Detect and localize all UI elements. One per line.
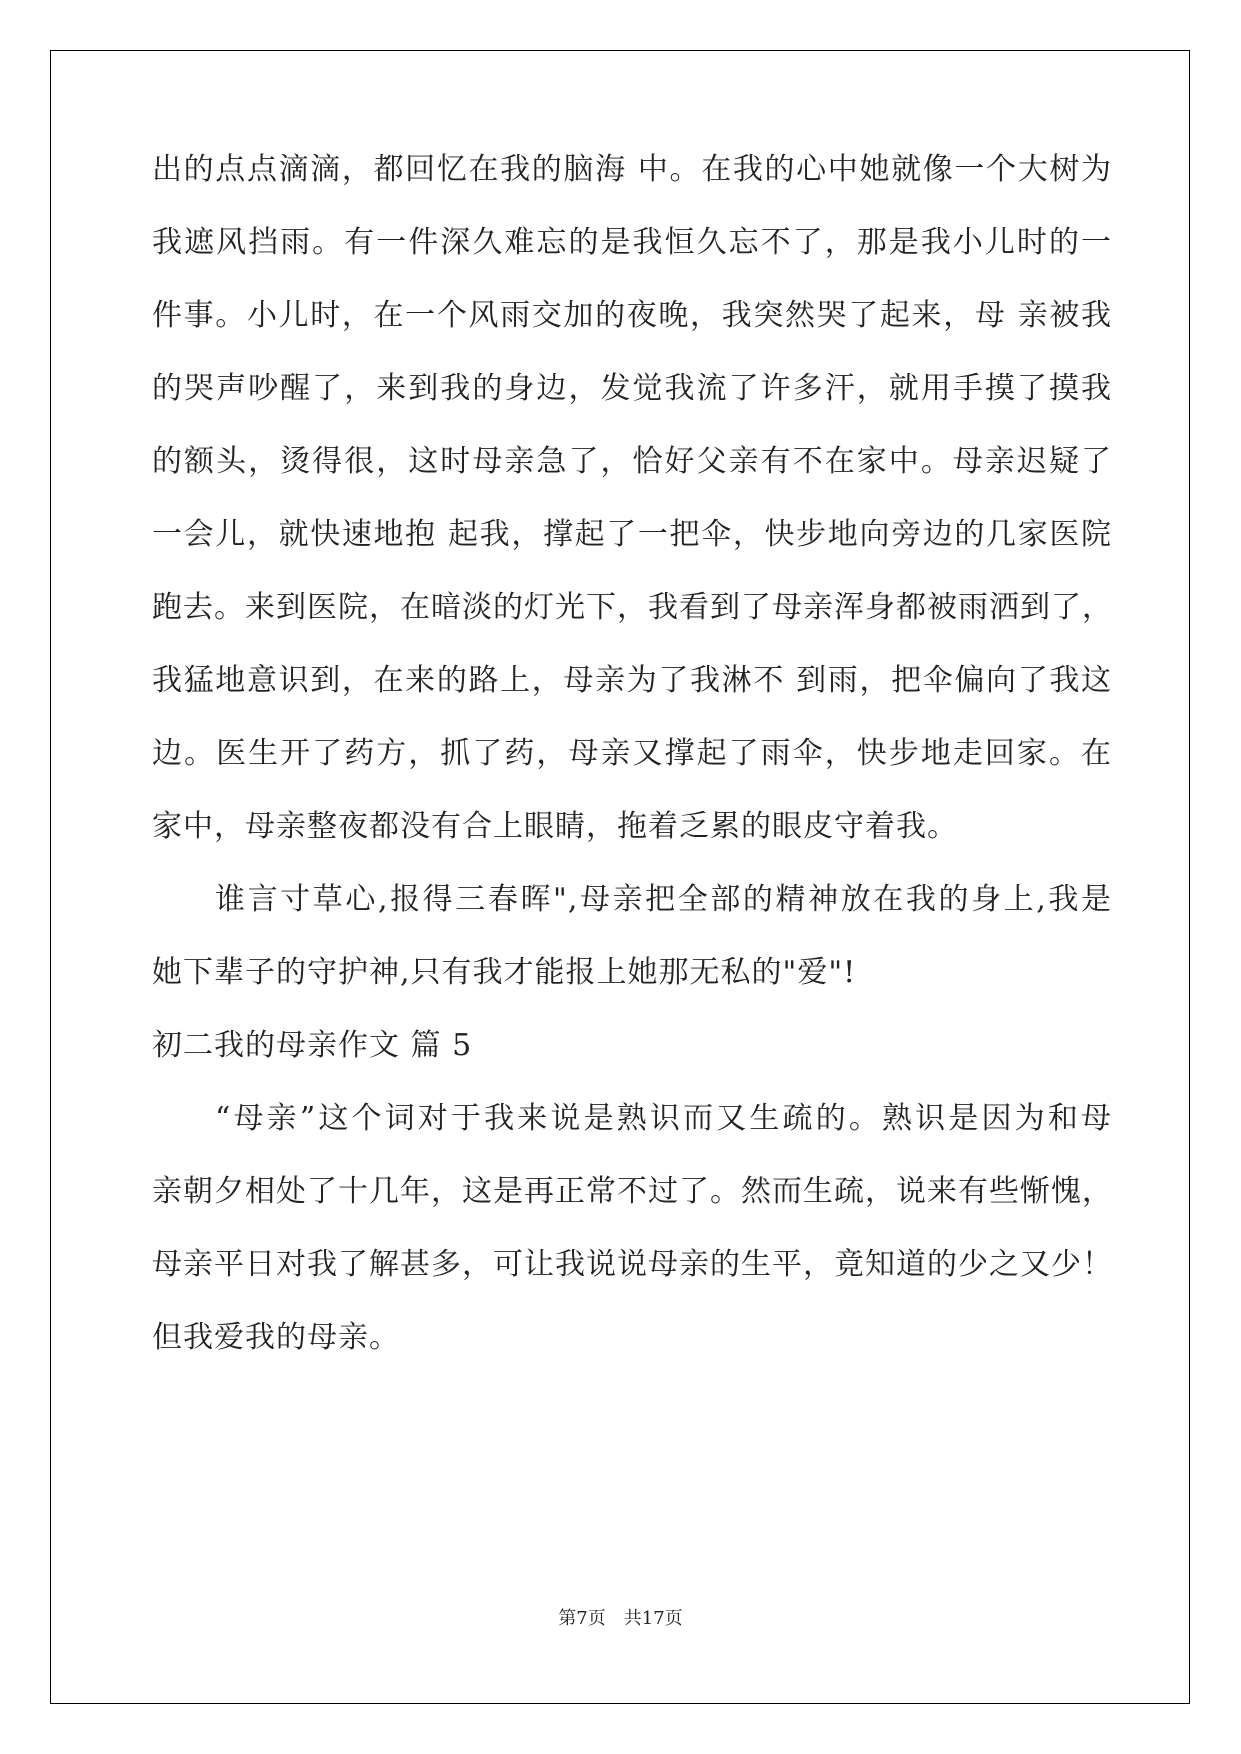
paragraph-line: 的哭声吵醒了，来到我的身边，发觉我流了许多汗，就用手摸了摸我 bbox=[152, 371, 1112, 406]
paragraph-line: 件事。小儿时，在一个风雨交加的夜晚，我突然哭了起来，母 亲被我 bbox=[152, 298, 1112, 333]
paragraph-line: “母亲”这个词对于我来说是熟识而又生疏的。熟识是因为和母 bbox=[215, 1101, 1112, 1136]
paragraph-line: 我遮风挡雨。有一件深久难忘的是我恒久忘不了，那是我小儿时的一 bbox=[152, 225, 1112, 260]
paragraph-line: 出的点点滴滴，都回忆在我的脑海 中。在我的心中她就像一个大树为 bbox=[152, 152, 1112, 187]
paragraph-line: 母亲平日对我了解甚多，可让我说说母亲的生平，竟知道的少之又少！ bbox=[152, 1247, 1113, 1282]
paragraph-line: 家中，母亲整夜都没有合上眼睛，拖着乏累的眼皮守着我。 bbox=[152, 809, 958, 844]
paragraph-line: 谁言寸草心,报得三春晖",母亲把全部的精神放在我的身上,我是 bbox=[215, 882, 1112, 917]
paragraph-line: 她下辈子的守护神,只有我才能报上她那无私的"爱"! bbox=[152, 955, 857, 990]
paragraph-line: 跑去。来到医院，在暗淡的灯光下，我看到了母亲浑身都被雨洒到了， bbox=[152, 590, 1113, 625]
paragraph-line: 亲朝夕相处了十几年，这是再正常不过了。然而生疏，说来有些惭愧， bbox=[152, 1174, 1113, 1209]
paragraph-line: 一会儿，就快速地抱 起我，撑起了一把伞，快步地向旁边的几家医院 bbox=[152, 517, 1112, 552]
paragraph-line: 边。医生开了药方，抓了药，母亲又撑起了雨伞，快步地走回家。在 bbox=[152, 736, 1112, 771]
paragraph-line: 的额头，烫得很，这时母亲急了，恰好父亲有不在家中。母亲迟疑了 bbox=[152, 444, 1112, 479]
paragraph-line: 我猛地意识到，在来的路上，母亲为了我淋不 到雨，把伞偏向了我这 bbox=[152, 663, 1112, 698]
section-heading: 初二我的母亲作文 篇 5 bbox=[152, 1028, 473, 1063]
paragraph-line: 但我爱我的母亲。 bbox=[152, 1320, 400, 1355]
page-number: 第7页 共17页 bbox=[558, 1608, 683, 1629]
